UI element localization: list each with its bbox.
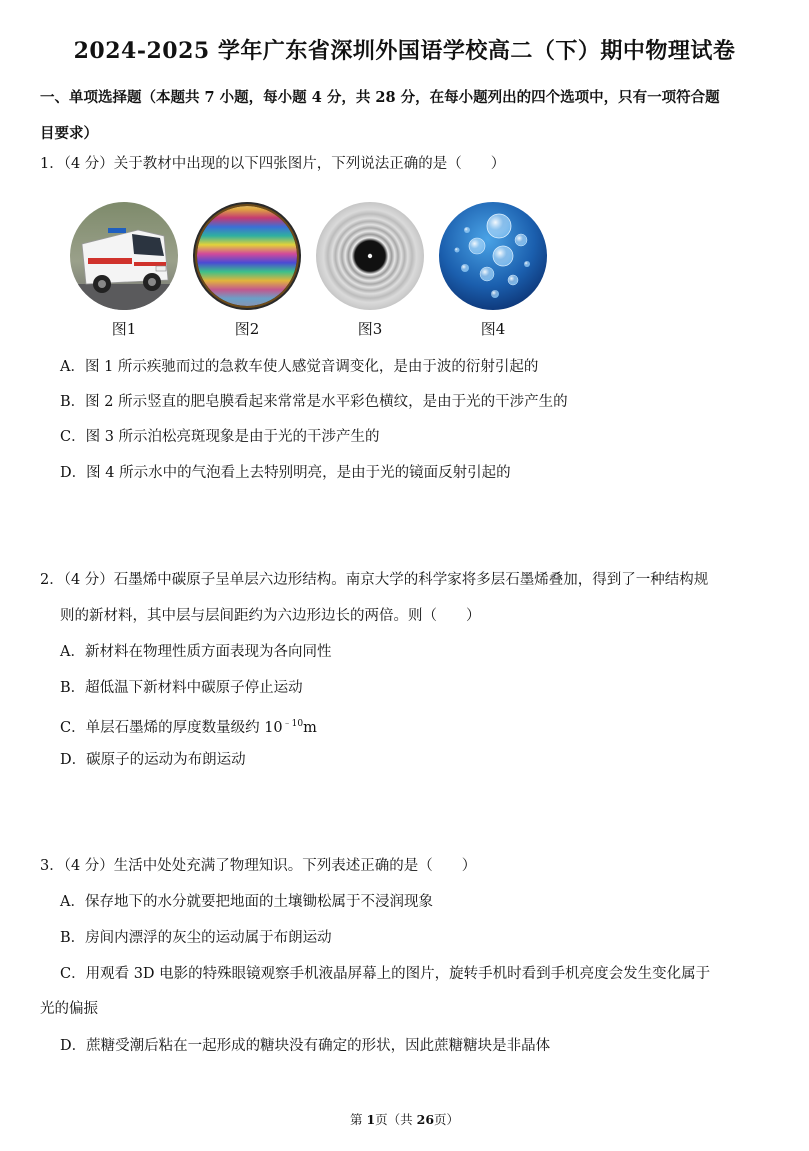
ambulance-image [68, 200, 180, 312]
question-2-option-c [60, 713, 780, 739]
question-2-stem-line2: 则的新材料，其中层与层间距约为六边形边长的两倍。则（ ） [60, 608, 481, 624]
question-2-option-a: A．新材料在物理性质方面表现为各向同性 [60, 644, 332, 660]
option-c-unit: m [303, 720, 317, 736]
question-1-stem: 1．（4 分）关于教材中出现的以下四张图片，下列说法正确的是（ ） [40, 156, 506, 172]
option-c-text: C．单层石墨烯的厚度数量级约 10 [60, 720, 283, 736]
figure-4-caption: 图4 [480, 320, 506, 338]
footer-suffix: 页） [434, 1112, 460, 1127]
question-3-option-d: D．蔗糖受潮后粘在一起形成的糖块没有确定的形状，因此蔗糖糖块是非晶体 [60, 1038, 551, 1054]
figure-1 [68, 200, 180, 350]
question-3-option-b: B．房间内漂浮的灰尘的运动属于布朗运动 [60, 930, 332, 946]
option-c-exponent: ﹣10 [282, 719, 304, 729]
figure-4 [437, 200, 549, 350]
figure-3 [314, 200, 426, 350]
question-1-option-a: A．图 1 所示疾驰而过的急救车使人感觉音调变化，是由于波的衍射引起的 [60, 359, 539, 375]
footer-page-number: 1 [366, 1112, 376, 1127]
question-1-option-c: C．图 3 所示泊松亮斑现象是由于光的干涉产生的 [60, 429, 380, 445]
question-2-option-d: D．碳原子的运动为布朗运动 [60, 752, 246, 768]
figure-3-caption: 图3 [357, 320, 383, 338]
question-1-figures [68, 200, 548, 350]
question-3-option-a: A．保存地下的水分就要把地面的土壤锄松属于不浸润现象 [60, 894, 433, 910]
question-3-stem: 3．（4 分）生活中处处充满了物理知识。下列表述正确的是（ ） [40, 858, 477, 874]
water-bubbles-image [437, 200, 549, 312]
question-2-stem-line1: 2．（4 分）石墨烯中碳原子呈单层六边形结构。南京大学的科学家将多层石墨烯叠加，得到了一种结构规 [40, 572, 709, 588]
page-footer [0, 1110, 809, 1128]
footer-middle: 页（共 [375, 1112, 417, 1127]
section-heading-line2: 目要求） [40, 125, 98, 142]
question-1-option-d: D．图 4 所示水中的气泡看上去特别明亮，是由于光的镜面反射引起的 [60, 465, 511, 481]
figure-2 [191, 200, 303, 350]
section-heading-line1: 一、单项选择题（本题共 7 小题，每小题 4 分，共 28 分，在每小题列出的四个选项中，只有一项符合题 [40, 89, 720, 106]
footer-prefix: 第 [349, 1112, 367, 1127]
section-heading [40, 80, 780, 152]
question-3-option-c: C．用观看 3D 电影的特殊眼镜观察手机液晶屏幕上的图片，旋转手机时看到手机亮度会发生变化属于 [60, 966, 711, 982]
soap-film-image [191, 200, 303, 312]
poisson-spot-image [314, 200, 426, 312]
footer-total-pages: 26 [416, 1112, 435, 1127]
figure-2-caption: 图2 [234, 320, 260, 338]
question-1-option-b: B．图 2 所示竖直的肥皂膜看起来常常是水平彩色横纹，是由于光的干涉产生的 [60, 394, 568, 410]
question-3-option-c-continued: 光的偏振 [40, 1001, 98, 1017]
question-2-option-b: B．超低温下新材料中碳原子停止运动 [60, 680, 303, 696]
figure-1-caption: 图1 [111, 320, 137, 338]
page-title: 2024-2025 学年广东省深圳外国语学校高二（下）期中物理试卷 [73, 38, 736, 64]
